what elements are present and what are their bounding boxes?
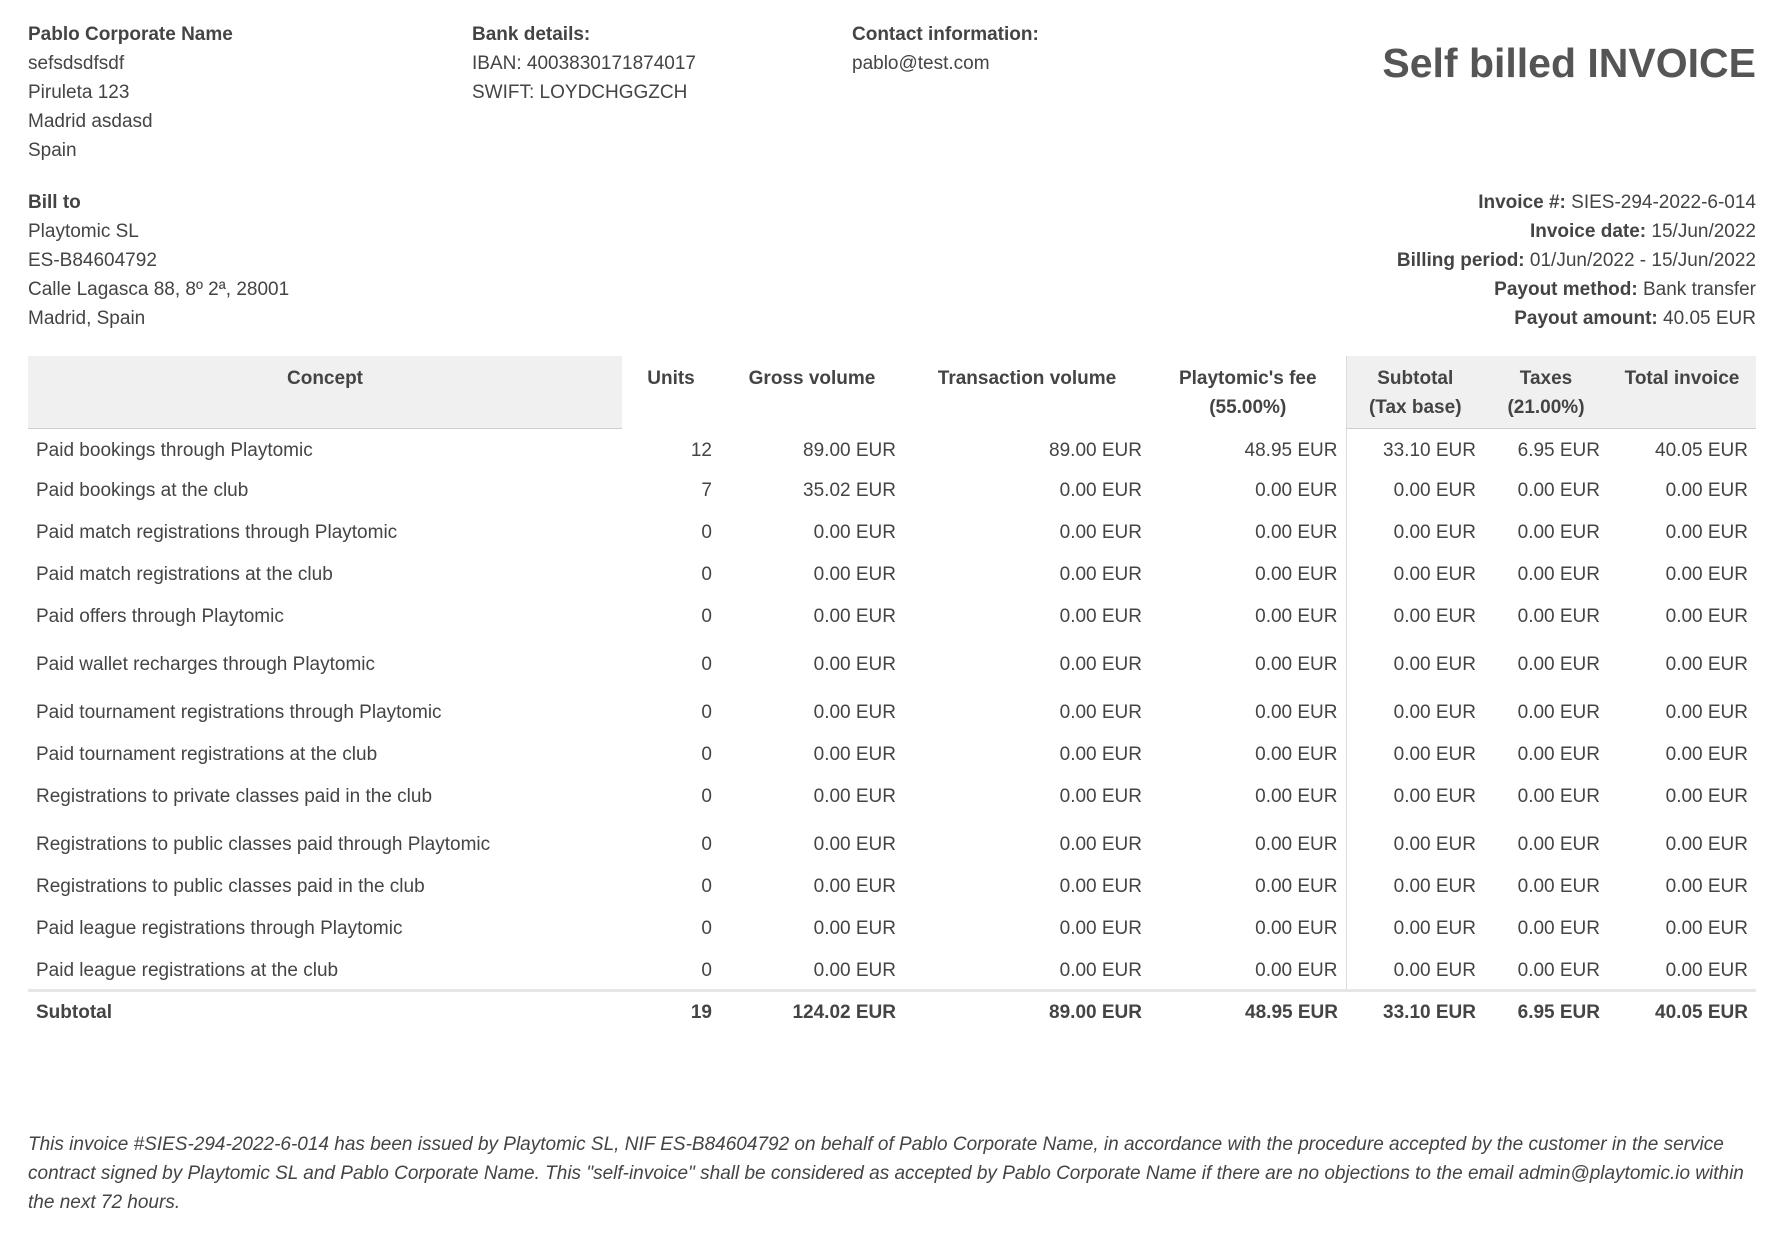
col-header-fee [1150,356,1346,429]
cell-subtotal: 0.00 EUR [1346,869,1484,905]
col-header-total: Total invoice [1608,356,1756,429]
cell-fee: 0.00 EUR [1255,876,1338,897]
contact-title: Contact information: [852,24,1039,45]
cell-concept: Paid match registrations at the club [36,564,333,585]
cell-concept: Paid tournament registrations at the club [36,744,378,765]
company-address-line: Piruleta 123 [28,82,130,103]
document-title: Self billed INVOICE [1382,40,1756,86]
cell-units: 0 [701,702,712,723]
cell-transaction: 89.00 EUR [1049,439,1142,461]
cell-taxes: 0.00 EUR [1517,786,1600,807]
cell-gross: 0.00 EUR [813,654,896,675]
bank-details-block [472,20,696,107]
bank-details-title: Bank details: [472,24,591,45]
cell-concept: Paid wallet recharges through Playtomic [36,654,376,675]
meta-label: Payout amount: [1514,308,1658,329]
cell-units: 0 [701,918,712,939]
contact-email[interactable]: pablo@test.com [852,53,990,74]
cell-fee: 0.00 EUR [1255,480,1338,501]
subtotal-tax-base: 33.10 EUR [1346,991,1484,1035]
taxes-label: Taxes [1519,368,1573,389]
table-row [28,737,1756,773]
meta-value: 01/Jun/2022 - 15/Jun/2022 [1529,250,1756,271]
cell-gross: 0.00 EUR [813,564,896,585]
table-row [28,821,1756,869]
cell-gross: 0.00 EUR [813,744,896,765]
cell-concept: Paid match registrations through Playtomic [36,522,398,543]
cell-fee: 0.00 EUR [1255,522,1338,543]
cell-subtotal: 0.00 EUR [1346,773,1484,821]
cell-units: 7 [701,480,712,501]
legal-footnote: This invoice #SIES-294-2022-6-014 has been issued by Playtomic SL, NIF ES-B84604792 on behalf of Pablo Corporate Name, in accordance with the procedure accepted by the customer in the service contract signed by Playtomic SL and Pablo Corporate Name. This "self-invoice" shall be considered as accepted by Pablo Corporate Name if there are no objections to the email admin@playtomic.io within the next 72 hours. [28,1134,1744,1213]
cell-gross: 0.00 EUR [813,876,896,897]
payout-method [1397,275,1756,304]
cell-fee: 0.00 EUR [1255,654,1338,675]
cell-total: 0.00 EUR [1665,918,1748,939]
cell-total: 40.05 EUR [1655,440,1748,461]
bill-to-line: Playtomic SL [28,221,139,242]
cell-units: 0 [701,606,712,627]
table-row [28,557,1756,593]
subtotal-concept: Subtotal [28,991,622,1035]
table-row [28,473,1756,509]
cell-taxes: 0.00 EUR [1517,702,1600,723]
invoice-meta-block [1397,188,1756,333]
cell-gross: 0.00 EUR [813,918,896,939]
table-row [28,429,1756,474]
cell-subtotal: 0.00 EUR [1346,509,1484,557]
invoice-date [1397,217,1756,246]
cell-subtotal: 0.00 EUR [1346,473,1484,509]
subtotal-transaction: 89.00 EUR [904,991,1150,1035]
table-row [28,773,1756,821]
meta-label: Invoice #: [1478,192,1566,213]
table-row [28,593,1756,641]
company-address-line: Madrid asdasd [28,111,153,132]
col-header-units: Units [622,356,720,429]
cell-taxes: 0.00 EUR [1517,522,1600,543]
col-header-concept: Concept [28,356,622,429]
bill-to-block [28,188,289,333]
cell-concept: Paid league registrations at the club [36,960,339,981]
cell-fee: 48.95 EUR [1244,439,1338,461]
cell-transaction: 0.00 EUR [1059,522,1142,543]
col-header-subtotal [1346,356,1484,429]
cell-total: 0.00 EUR [1665,654,1748,675]
cell-transaction: 0.00 EUR [1059,786,1142,807]
cell-total: 0.00 EUR [1665,606,1748,627]
cell-subtotal: 0.00 EUR [1346,821,1484,869]
company-address-line: sefsdsdfsdf [28,53,125,74]
meta-label: Payout method: [1494,279,1638,300]
cell-concept: Paid tournament registrations through Playtomic [36,702,442,723]
cell-transaction: 0.00 EUR [1059,654,1142,675]
cell-transaction: 0.00 EUR [1059,606,1142,627]
subtotal-units: 19 [622,991,720,1035]
cell-units: 0 [701,960,712,981]
cell-fee: 0.00 EUR [1255,702,1338,723]
taxes-rate: (21.00%) [1507,397,1585,418]
bill-to-title: Bill to [28,192,81,213]
cell-gross: 0.00 EUR [813,522,896,543]
cell-fee: 0.00 EUR [1255,786,1338,807]
cell-units: 0 [701,786,712,807]
cell-concept: Registrations to private classes paid in the club [36,786,433,807]
bank-iban: IBAN: 4003830171874017 [472,53,696,74]
cell-transaction: 0.00 EUR [1059,876,1142,897]
cell-gross: 0.00 EUR [813,702,896,723]
company-name: Pablo Corporate Name [28,24,233,45]
cell-taxes: 0.00 EUR [1517,834,1600,855]
table-row [28,869,1756,905]
contact-block [852,20,1039,78]
cell-units: 0 [701,654,712,675]
cell-transaction: 0.00 EUR [1059,702,1142,723]
cell-subtotal: 0.00 EUR [1346,641,1484,689]
cell-units: 0 [701,744,712,765]
cell-taxes: 6.95 EUR [1517,440,1600,461]
col-header-gross: Gross volume [720,356,904,429]
cell-total: 0.00 EUR [1665,786,1748,807]
meta-label: Invoice date: [1529,221,1647,242]
subtotal-note: (Tax base) [1368,397,1462,418]
cell-taxes: 0.00 EUR [1517,960,1600,981]
table-row [28,905,1756,953]
invoice-number [1397,188,1756,217]
cell-transaction: 0.00 EUR [1059,564,1142,585]
cell-taxes: 0.00 EUR [1517,654,1600,675]
company-address-line: Spain [28,140,77,161]
cell-gross: 89.00 EUR [803,439,896,461]
cell-concept: Paid bookings through Playtomic [36,440,313,461]
cell-concept: Paid offers through Playtomic [36,606,284,627]
subtotal-taxes: 6.95 EUR [1484,991,1608,1035]
subtotal-fee: 48.95 EUR [1150,991,1346,1035]
cell-total: 0.00 EUR [1665,834,1748,855]
fee-rate: (55.00%) [1209,397,1287,418]
cell-concept: Registrations to public classes paid through Playtomic [36,834,491,855]
fee-label: Playtomic's fee [1178,368,1317,389]
cell-concept: Paid bookings at the club [36,480,249,501]
table-row [28,953,1756,991]
cell-concept: Registrations to public classes paid in the club [36,876,425,897]
col-header-transaction: Transaction volume [904,356,1150,429]
cell-subtotal: 33.10 EUR [1346,429,1484,474]
cell-total: 0.00 EUR [1665,522,1748,543]
cell-transaction: 0.00 EUR [1059,480,1142,501]
cell-transaction: 0.00 EUR [1059,960,1142,981]
cell-transaction: 0.00 EUR [1059,744,1142,765]
cell-units: 0 [701,564,712,585]
cell-subtotal: 0.00 EUR [1346,593,1484,641]
payout-amount [1397,304,1756,333]
meta-value: Bank transfer [1643,279,1756,300]
cell-fee: 0.00 EUR [1255,918,1338,939]
bill-to-line: Calle Lagasca 88, 8º 2ª, 28001 [28,279,290,300]
table-header-row [28,356,1756,429]
cell-gross: 35.02 EUR [803,480,896,501]
meta-value: 15/Jun/2022 [1651,221,1756,242]
cell-taxes: 0.00 EUR [1517,564,1600,585]
col-header-taxes [1484,356,1608,429]
cell-fee: 0.00 EUR [1255,606,1338,627]
invoice-items-table [28,356,1756,1034]
cell-taxes: 0.00 EUR [1517,744,1600,765]
cell-gross: 0.00 EUR [813,960,896,981]
cell-total: 0.00 EUR [1665,480,1748,501]
meta-value: SIES-294-2022-6-014 [1571,192,1756,213]
cell-transaction: 0.00 EUR [1059,918,1142,939]
cell-concept: Paid league registrations through Playtomic [36,918,403,939]
cell-taxes: 0.00 EUR [1517,876,1600,897]
cell-transaction: 0.00 EUR [1059,834,1142,855]
meta-label: Billing period: [1396,250,1525,271]
table-row [28,509,1756,557]
cell-taxes: 0.00 EUR [1517,606,1600,627]
cell-gross: 0.00 EUR [813,786,896,807]
subtotal-label: Subtotal [1377,368,1454,389]
bank-swift: SWIFT: LOYDCHGGZCH [472,82,688,103]
billing-period [1397,246,1756,275]
cell-fee: 0.00 EUR [1255,744,1338,765]
cell-units: 0 [701,876,712,897]
company-block [28,20,233,165]
bill-to-line: Madrid, Spain [28,308,146,329]
table-row [28,641,1756,689]
cell-fee: 0.00 EUR [1255,564,1338,585]
cell-fee: 0.00 EUR [1255,960,1338,981]
cell-subtotal: 0.00 EUR [1346,557,1484,593]
cell-total: 0.00 EUR [1665,960,1748,981]
cell-total: 0.00 EUR [1665,744,1748,765]
cell-units: 0 [701,522,712,543]
table-row [28,689,1756,737]
subtotal-gross: 124.02 EUR [720,991,904,1035]
cell-total: 0.00 EUR [1665,702,1748,723]
subtotal-row [28,991,1756,1035]
cell-taxes: 0.00 EUR [1517,480,1600,501]
cell-units: 0 [701,834,712,855]
cell-subtotal: 0.00 EUR [1346,953,1484,991]
cell-subtotal: 0.00 EUR [1346,737,1484,773]
cell-subtotal: 0.00 EUR [1346,689,1484,737]
cell-total: 0.00 EUR [1665,876,1748,897]
cell-subtotal: 0.00 EUR [1346,905,1484,953]
cell-gross: 0.00 EUR [813,606,896,627]
cell-fee: 0.00 EUR [1255,834,1338,855]
bill-to-line: ES-B84604792 [28,250,157,271]
cell-gross: 0.00 EUR [813,834,896,855]
subtotal-total: 40.05 EUR [1608,991,1756,1035]
meta-value: 40.05 EUR [1663,308,1756,329]
cell-total: 0.00 EUR [1665,564,1748,585]
cell-taxes: 0.00 EUR [1517,918,1600,939]
cell-units: 12 [690,439,712,461]
